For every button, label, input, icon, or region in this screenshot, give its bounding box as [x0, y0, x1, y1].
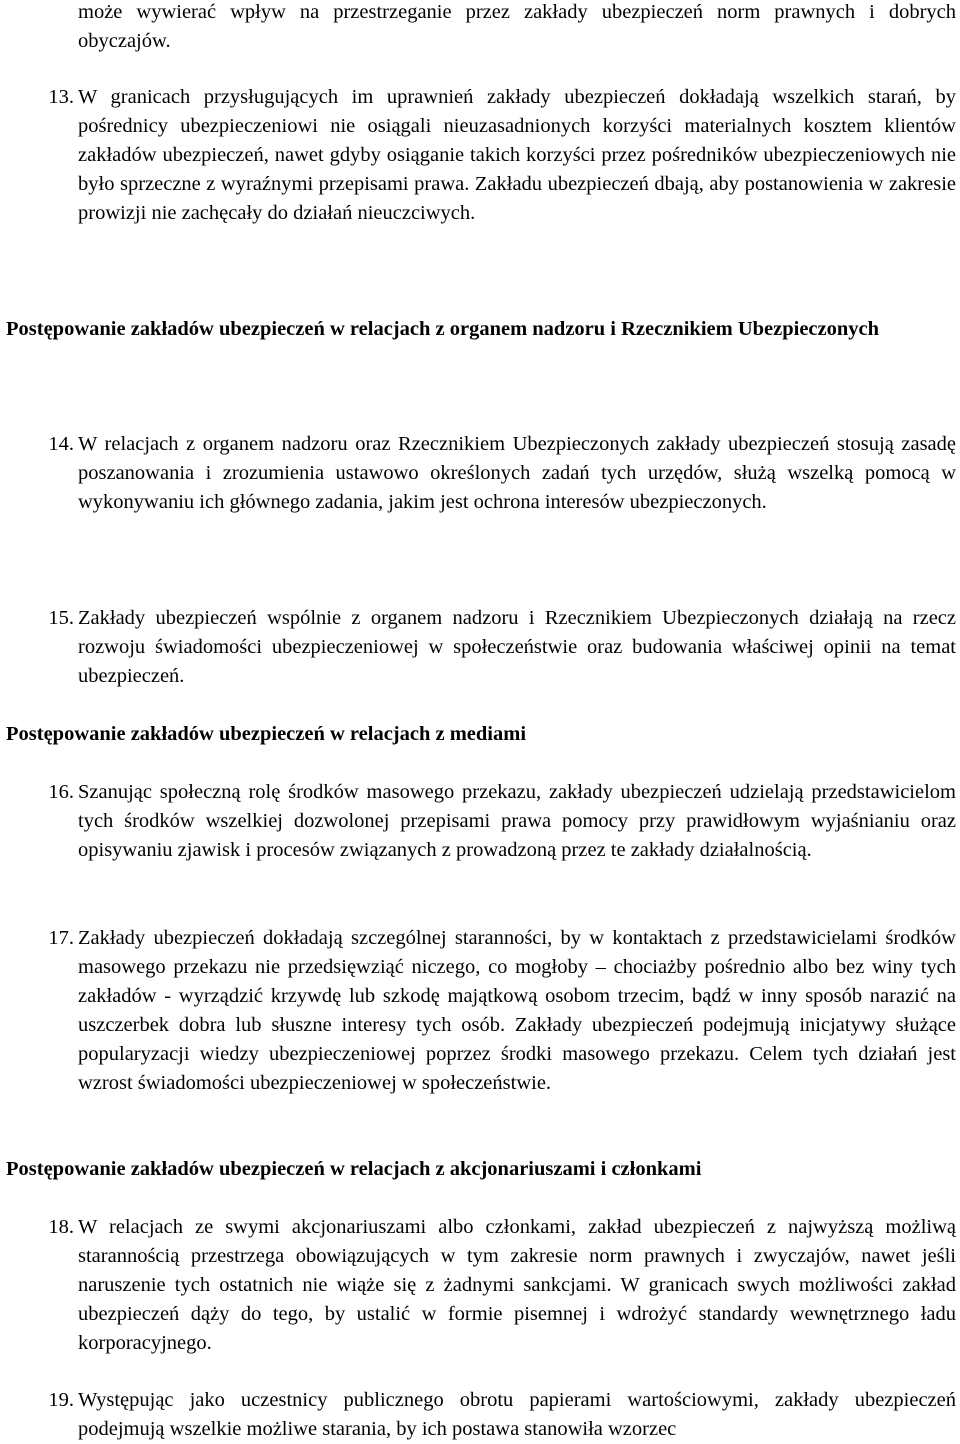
- item-number: 16.: [48, 781, 74, 803]
- continuation-paragraph: może wywierać wpływ na przestrzeganie przez zakłady ubezpieczeń norm prawnych i dobrych obyczajów.: [78, 1, 956, 52]
- list-item-19: [20, 1386, 956, 1444]
- item-number: 13.: [48, 86, 74, 108]
- list-item-15: [20, 604, 956, 691]
- list-item-13: [20, 83, 956, 228]
- section-heading-media: Postępowanie zakładów ubezpieczeń w relacjach z mediami: [6, 723, 527, 745]
- item-text: Szanując społeczną rolę środków masowego przekazu, zakłady ubezpieczeń udzielają przedstawicielom tych środków wszelkiej dozwolonej przepisami prawa pomocy przy prawidłowym wyjaśnianiu oraz opisywaniu zjawisk i procesów związanych z prowadzoną przez te zakłady działalnością.: [78, 781, 956, 861]
- item-number: 14.: [48, 433, 74, 455]
- item-text: Występując jako uczestnicy publicznego obrotu papierami wartościowymi, zakłady ubezpieczeń podejmują wszelkie możliwe starania, by ich postawa stanowiła wzorzec: [78, 1389, 956, 1440]
- item-number: 15.: [48, 607, 74, 629]
- item-text: W granicach przysługujących im uprawnień zakłady ubezpieczeń dokładają wszelkich starań, by pośrednicy ubezpieczeniowi nie osiągali nieuzasadnionych korzyści materialnych kosztem klientów zakładów ubezpieczeń, nawet gdyby osiąganie takich korzyści przez pośredników ubezpieczeniowych nie było sprzeczne z wyraźnymi przepisami prawa. Zakładu ubezpieczeń dbają, aby postanowienia w zakresie prowizji nie zachęcały do działań nieuczciwych.: [78, 86, 956, 224]
- section-heading-shareholders: Postępowanie zakładów ubezpieczeń w relacjach z akcjonariuszami i członkami: [6, 1158, 702, 1180]
- item-text: W relacjach z organem nadzoru oraz Rzecznikiem Ubezpieczonych zakłady ubezpieczeń stosują zasadę poszanowania i zrozumienia ustawowo określonych zadań tych urzędów, służą wszelką pomocą w wykonywaniu ich głównego zadania, jakim jest ochrona interesów ubezpieczonych.: [78, 433, 956, 513]
- item-text: W relacjach ze swymi akcjonariuszami albo członkami, zakład ubezpieczeń z najwyższą możliwą starannością przestrzega obowiązujących w tym zakresie norm prawnych i zwyczajów, nawet jeśli naruszenie tych ostatnich nie wiąże się z żadnymi sankcjami. W granicach swych możliwości zakład ubezpieczeń dąży do tego, by ustalić w formie pisemnej i wdrożyć standardy wewnętrznego ładu korporacyjnego.: [78, 1216, 956, 1354]
- list-item-17: [20, 924, 956, 1098]
- list-item-16: [20, 778, 956, 865]
- item-number: 19.: [48, 1389, 74, 1411]
- section-heading-supervision: Postępowanie zakładów ubezpieczeń w relacjach z organem nadzoru i Rzecznikiem Ubezpieczonych: [6, 318, 880, 340]
- item-text: Zakłady ubezpieczeń wspólnie z organem nadzoru i Rzecznikiem Ubezpieczonych działają na rzecz rozwoju świadomości ubezpieczeniowej w społeczeństwie oraz budowania właściwej opinii na temat ubezpieczeń.: [78, 607, 956, 687]
- item-text: Zakłady ubezpieczeń dokładają szczególnej staranności, by w kontaktach z przedstawicielami środków masowego przekazu nie przedsięwziąć niczego, co mogłoby – chociażby pośrednio albo bez winy tych zakładów - wyrządzić krzywdę lub szkodę majątkową osobom trzecim, bądź w inny sposób narazić na uszczerbek dobra lub słuszne interesy tych osób. Zakłady ubezpieczeń podejmują inicjatywy służące popularyzacji wiedzy ubezpieczeniowej poprzez środki masowego przekazu. Celem tych działań jest wzrost świadomości ubezpieczeniowej w społeczeństwie.: [78, 927, 956, 1094]
- item-number: 17.: [48, 927, 74, 949]
- item-number: 18.: [48, 1216, 74, 1238]
- list-item-14: [20, 430, 956, 517]
- list-item-18: [20, 1213, 956, 1358]
